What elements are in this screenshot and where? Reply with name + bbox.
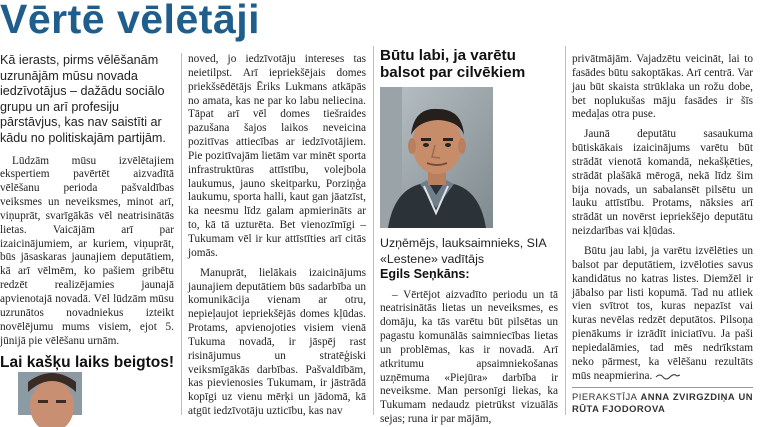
interview-headline: Būtu labi, ja varētu balsot par cilvēkiem [380,47,526,81]
interviewee-name: Egils Seņkāns: [380,267,470,281]
interviewee-caption: Uzņēmējs, lauksaimnieks, SIA «Lestene» vadītājs [380,236,546,266]
column-4-paragraph-2: Jaunā deputātu sasaukuma būtiskākais izaicinājums varētu būt strādāt vienotā komandā, nekašķēties, strādāt plašākā mērogā, nekā līdz šim bija novads, un sabalansēt pilsētu un lauku attīstību. Protams, nāksies arī strādāt un novērst iepriekšējo deputātu neizdarības vai kļūdas. [572,128,753,238]
column-2-paragraph-2: Manuprāt, lielākais izaicinājums jaunajiem deputātiem būs sadarbība un komunikācija vienam ar otru, nepieļaujot iepriekšējās domes kļūdas. Protams, apvienojoties visiem vienā Tukuma novadā, ir jāspēj rast risinājumus un stratēģiski veiksmīgākās darbības. Pašvaldībām, kas pievienosies Tukumam, ir jāstrādā kopīgi uz vienu mērķi un jādomā, kā atgūt iedzīvotāju uzticību, kas nav [188,266,366,418]
article-title: Vērtē vēlētāji [0,0,260,42]
column-4 [572,53,753,415]
signature-mark-icon [655,372,681,380]
byline-label: PIERAKSTĪJA [572,391,637,403]
sub-headline: Lai kašķu laiks beigtos! [0,354,175,372]
article-lead: Kā ierasts, pirms vēlēšanām uzrunājām mūsu novada iedzīvotājus – dažādu sociālo grupu un arī profesiju pārstāvjus, kas nav saistīti ar kādu no politiskajām partijām. [0,53,166,145]
column-4-paragraph-1: privātmājām. Vajadzētu veicināt, lai to fasādes būtu sakoptākas. Arī centrā. Var jau būt skaista strūklaka un rožu dobe, bet noplukušas māju fasādes ir šīs medaļas otra puse. [572,53,753,121]
portrait-photo [380,87,493,228]
column-1 [0,53,174,415]
byline-rule [572,387,753,388]
interview-text: – Vērtējot aizvadīto periodu un tā neatrisinātās lietas un neveiksmes, es domāju, ka tās varētu būt pilsētas un pagastu komunālās saimniecības lietas un problēmas, kas ir novadā. Arī atkritumu apsaimniekošanas uzņēmuma «Piejūra» darbība ir neveiksme. Man personīgi liekas, ka Tukumam nedaudz pietrūkst vizuālās sejas; runa ir par mājām, [380,288,558,426]
portrait-photo-partial [18,372,82,415]
interview-box [380,47,558,426]
column-4-paragraph-3 [572,245,753,383]
article-intro: Lūdzām mūsu izvēlētajiem ekspertiem pavērtēt aizvadītā vēlēšanu perioda pašvaldības veiksmes un neveiksmes, minot arī, viņuprāt, svarīgākās vēl neatrisinātās lietas. Vaicājām arī par izaicinājumiem, ar kuriem, viņuprāt, būs jāsaskaras jaunajiem deputātiem, kā arī vēlmēm, ko pašiem gribētu redzēt realizējamies jaunajā apvienotajā novadā. Vēl lūdzām mūsu uzrunātos novadniekus izteikt novēlējumu mums visiem, ejot 5. jūnijā pie vēlēšanu urnām. [0,154,174,347]
column-divider [565,46,566,415]
byline-names: ANNA ZVIRGZDIŅA UN RŪTA FJODOROVA [572,391,753,414]
column-2 [188,53,366,418]
column-4-paragraph-3-text: Būtu jau labi, ja varētu izvēlēties un balsot par deputātiem, izvēloties savus kandidātus no katras listes. Diemžēl ir jābalso par listi kopumā. Tad nu atliek vien svītrot tos, kuras nepazīst vai kuras nevēlas redzēt deputātos. Pilsoņa pienākums ir izrādīt iniciatīvu. Ja paši nepiedalāmies, tad mēs nedrīkstam neko pārmest, ka vēlēšanu rezultāts mūs neapmierina. [572,244,753,382]
column-divider [373,46,374,415]
column-2-paragraph-1: noved, jo iedzīvotāju intereses tas neietilpst. Arī iepriekšējais domes priekšsēdētājs Ēriks Lukmans atkāpās no amata, kas ne par ko labu neliecina. Tāpat arī vēl domes tiešraides pazušana šajos laikos neveicina pozitīvas attiecības ar iedzīvotājiem. Pie pozitīvajām lietām var minēt sporta infrastruktūras attīstību, volejbola laukumus, jauno skeitparku, Porziņģa laukumu, sporta halli, kaut gan jāatzīst, ka neesmu līdz galam apmierināts ar to, kā tā uzturēta. Bet vienozīmīgi – Tukumam vēl ir kur attīstīties arī citās jomās. [188,53,366,259]
byline [572,391,753,414]
column-divider [181,53,182,415]
